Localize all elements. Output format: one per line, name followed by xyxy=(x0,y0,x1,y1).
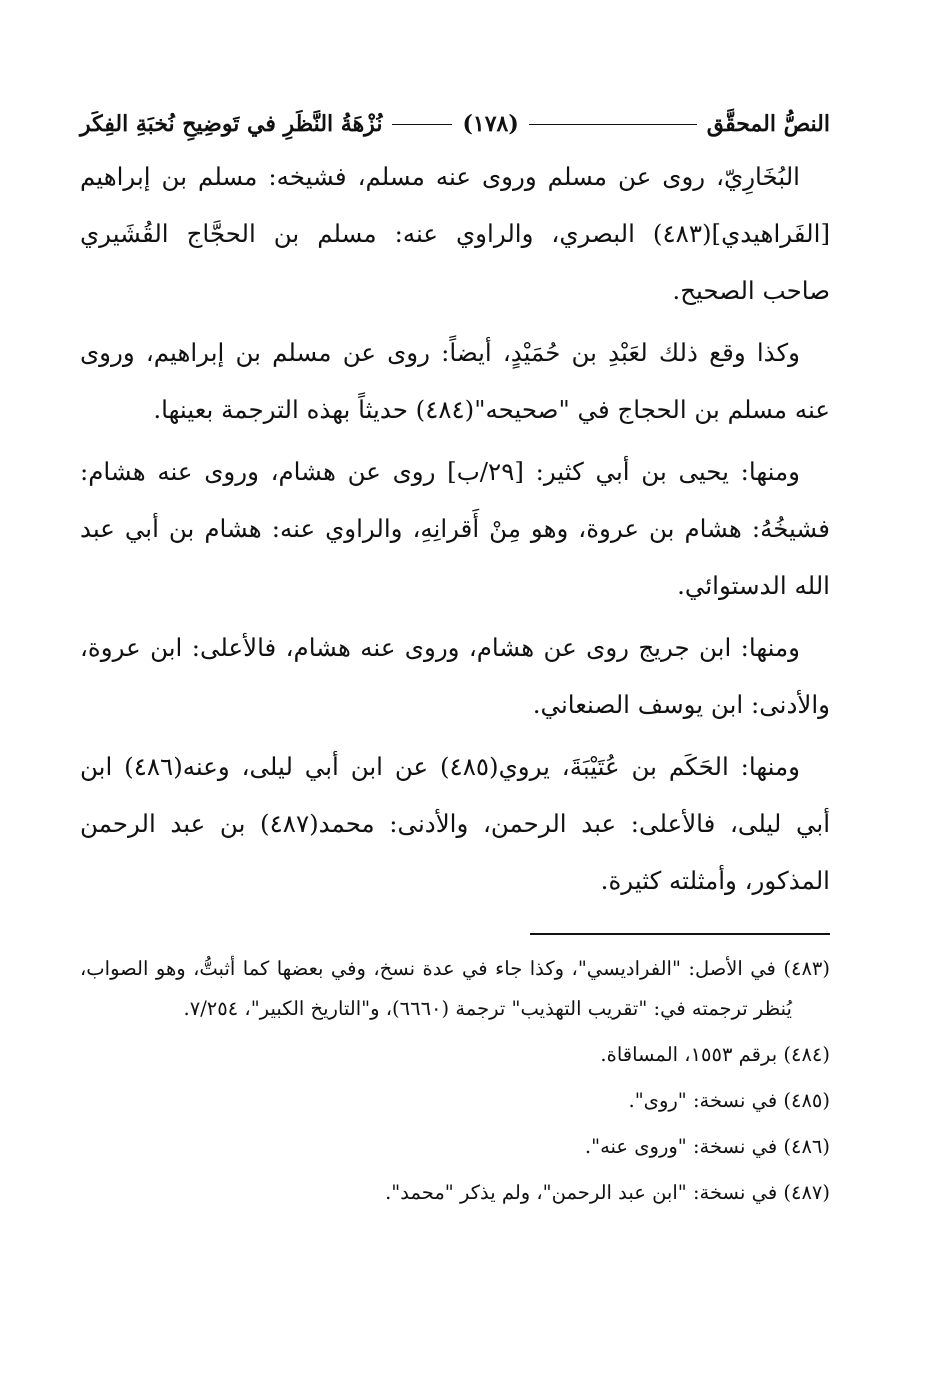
book-page xyxy=(80,100,830,1219)
footnote-separator xyxy=(530,933,830,935)
footnote-number: (٤٨٥) xyxy=(783,1089,830,1112)
footnote xyxy=(80,1127,830,1167)
page-number: (١٧٨) xyxy=(462,111,519,137)
paragraph: البُخَارِيّ، روى عن مسلم وروى عنه مسلم، فشيخه: مسلم بن إبراهيم [الفَراهيدي](٤٨٣) البصري، والراوي عنه: مسلم بن الحجَّاج القُشَيري صاحب الصحيح. xyxy=(80,162,830,305)
footnote-number: (٤٨٣) xyxy=(783,957,830,980)
paragraph: ومنها: الحَكَم بن عُتَيْبَةَ، يروي(٤٨٥) عن ابن أبي ليلى، وعنه(٤٨٦) ابن أبي ليلى، فالأعلى: عبد الرحمن، والأدنى: محمد(٤٨٧) بن عبد الرحمن المذكور، وأمثلته كثيرة. xyxy=(80,752,830,895)
footnote xyxy=(80,1035,830,1075)
paragraph: وكذا وقع ذلك لعَبْدِ بن حُمَيْدٍ، أيضاً: روى عن مسلم بن إبراهيم، وروى عنه مسلم بن الحجاج في "صحيحه"(٤٨٤) حديثاً بهذه الترجمة بعينها. xyxy=(80,338,830,424)
header-rule-right xyxy=(529,124,697,125)
footnote xyxy=(80,949,830,1029)
main-text xyxy=(80,148,830,909)
footnote-text: في نسخة: "روى". xyxy=(628,1089,778,1112)
footnote-text: برقم ١٥٥٣، المساقاة. xyxy=(600,1043,778,1066)
footnotes xyxy=(80,949,830,1213)
footnote xyxy=(80,1081,830,1121)
footnote-number: (٤٨٦) xyxy=(783,1135,830,1158)
header-rule-left xyxy=(392,124,452,125)
footnote-number: (٤٨٧) xyxy=(783,1181,830,1204)
footnote xyxy=(80,1173,830,1213)
header-book-title: نُزْهَةُ النَّظَرِ في تَوضِيحِ نُخبَةِ الفِكَر xyxy=(80,111,383,137)
footnote-text: في نسخة: "ابن عبد الرحمن"، ولم يذكر "محمد". xyxy=(385,1181,778,1204)
paragraph: ومنها: يحيى بن أبي كثير: [٢٩/ب] روى عن هشام، وروى عنه هشام: فشيخُهُ: هشام بن عروة، وهو مِنْ أَقرانِهِ، والراوي عنه: هشام بن أبي عبد الله الدستوائي. xyxy=(80,457,830,600)
paragraph: ومنها: ابن جريج روى عن هشام، وروى عنه هشام، فالأعلى: ابن عروة، والأدنى: ابن يوسف الصنعاني. xyxy=(80,633,830,719)
footnote-text: في الأصل: "الفراديسي"، وكذا جاء في عدة نسخ، وفي بعضها كما أثبتُّ، وهو الصواب، يُنظر ترجمته في: "تقريب التهذيب" ترجمة (٦٦٦٠)، و"التاريخ الكبير"، ٧/٢٥٤. xyxy=(80,957,792,1020)
footnote-number: (٤٨٤) xyxy=(783,1043,830,1066)
running-header xyxy=(80,100,830,148)
header-section-title: النصُّ المحقَّق xyxy=(706,111,830,137)
footnote-text: في نسخة: "وروى عنه". xyxy=(584,1135,778,1158)
